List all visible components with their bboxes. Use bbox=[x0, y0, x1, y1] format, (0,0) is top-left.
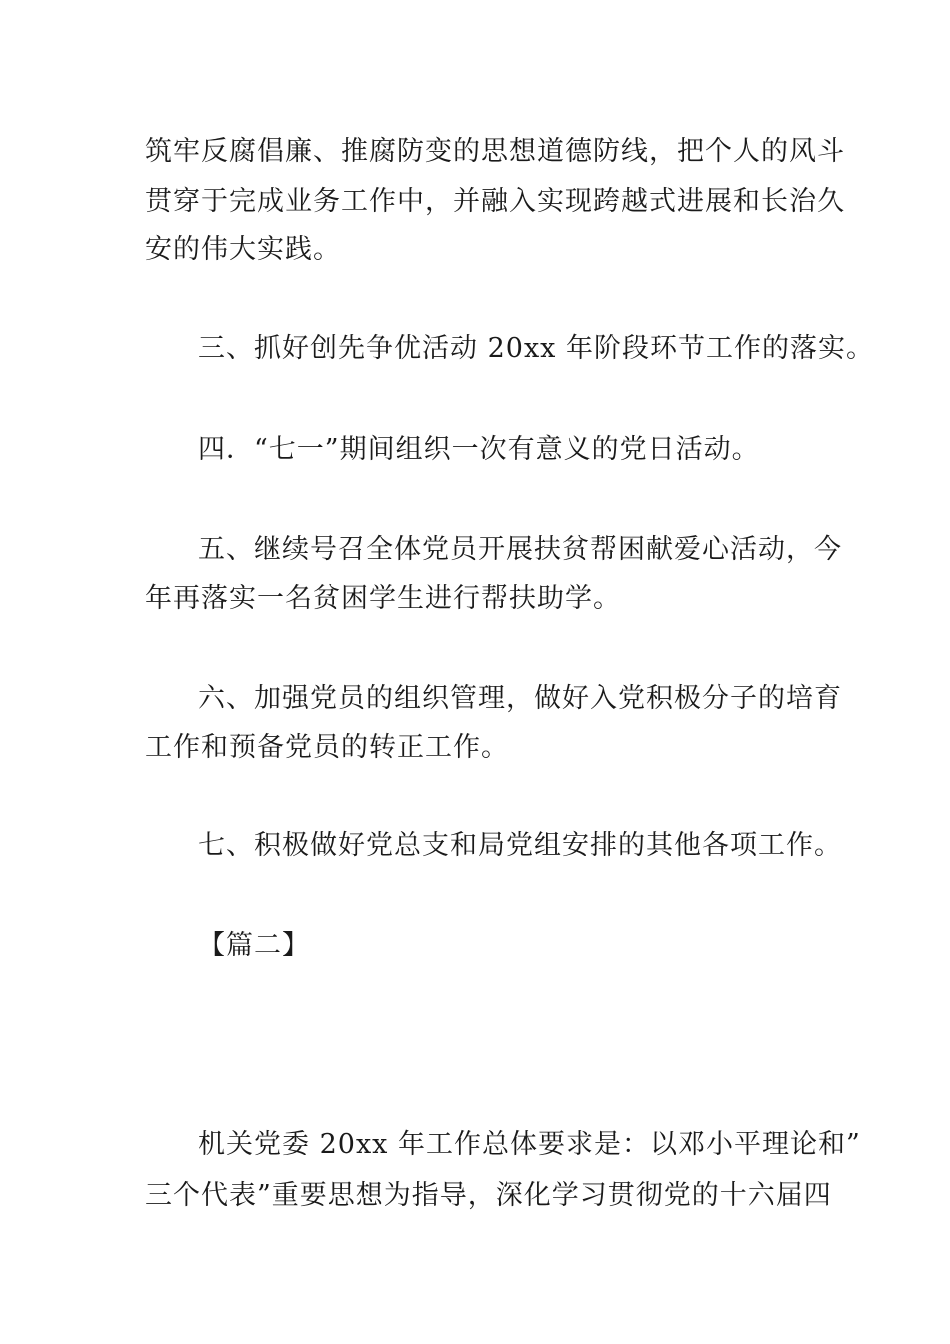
paragraph-line: 安的伟大实践。 bbox=[145, 234, 341, 265]
paragraph-line: 三个代表”重要思想为指导，深化学习贯彻党的十六届四 bbox=[145, 1180, 832, 1211]
paragraph-line: 筑牢反腐倡廉、推腐防变的思想道德防线，把个人的风斗 bbox=[145, 136, 845, 167]
paragraph-line: 工作和预备党员的转正工作。 bbox=[145, 732, 509, 763]
paragraph-line: 机关党委 20xx 年工作总体要求是：以邓小平理论和” bbox=[198, 1129, 861, 1160]
list-item-4: 四．“七一”期间组织一次有意义的党日活动。 bbox=[198, 434, 760, 465]
paragraph-line: 年再落实一名贫困学生进行帮扶助学。 bbox=[145, 583, 621, 614]
section-heading: 【篇二】 bbox=[198, 930, 310, 961]
list-item-5: 五、继续号召全体党员开展扶贫帮困献爱心活动，今 bbox=[198, 534, 842, 565]
list-item-3: 三、抓好创先争优活动 20xx 年阶段环节工作的落实。 bbox=[198, 333, 874, 364]
paragraph-line: 贯穿于完成业务工作中，并融入实现跨越式进展和长治久 bbox=[145, 186, 845, 217]
list-item-7: 七、积极做好党总支和局党组安排的其他各项工作。 bbox=[198, 830, 842, 861]
list-item-6: 六、加强党员的组织管理，做好入党积极分子的培育 bbox=[198, 683, 842, 714]
